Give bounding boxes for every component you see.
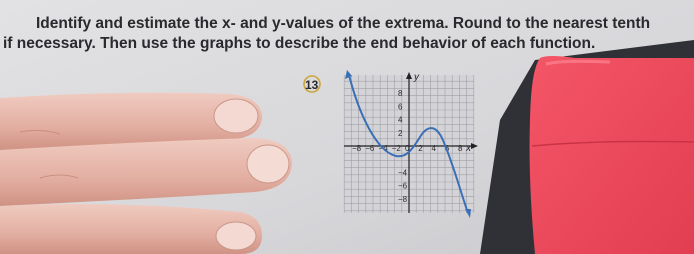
instruction-line-2: if necessary. Then use the graphs to describe the end behavior of each function. xyxy=(3,35,596,52)
y-tick-label: −4 xyxy=(398,168,408,178)
y-tick-label: −8 xyxy=(398,194,408,204)
y-tick-label: 8 xyxy=(398,89,403,99)
x-axis-label: x xyxy=(466,143,471,154)
red-earbuds-case xyxy=(530,56,694,254)
x-tick-label: 2 xyxy=(418,144,423,153)
instruction-line-1: Identify and estimate the x- and y-values of the extrema. Round to the nearest tenth xyxy=(36,15,651,32)
y-tick-label: 4 xyxy=(398,115,403,125)
x-tick-label: −2 xyxy=(391,144,401,153)
x-tick-label: 6 xyxy=(444,144,450,153)
fingernail-middle xyxy=(247,145,289,183)
x-tick-label: −4 xyxy=(378,144,388,153)
y-tick-label: 2 xyxy=(398,128,403,138)
hand xyxy=(0,93,292,254)
problem-13-number: 13 xyxy=(305,78,319,92)
fingernail-bottom xyxy=(216,222,256,250)
graph xyxy=(344,70,478,218)
x-tick-label: −8 xyxy=(352,144,362,153)
x-tick-label: 8 xyxy=(457,144,463,153)
fingernail-top xyxy=(214,99,258,133)
y-axis-label: y xyxy=(414,72,419,83)
x-tick-label: 4 xyxy=(431,144,436,153)
x-tick-label: −6 xyxy=(365,144,375,153)
y-tick-label: 6 xyxy=(398,102,403,112)
y-tick-label: −6 xyxy=(398,181,408,191)
x-tick-label: 0 xyxy=(405,144,410,153)
